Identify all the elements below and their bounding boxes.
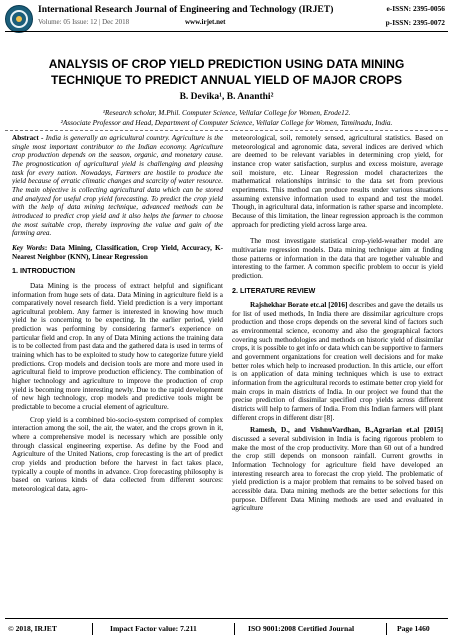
intro-paragraph-2: Crop yield is a combined bio-socio-system comprised of complex interaction among the soil, the air, the water, and the crops grown in it, where a comprehensive model is necessary which are possible only through classical engineering expertise. As define by the Food and Agriculture of the United Nations, crop forecasting is the art of predict crop yields and production before the harvest in fact takes place, typically a couple of months in advance. Crop forecasting philosophy is based on various kinds of data collected from different sources: meteorological data, agro- — [12, 415, 223, 493]
footer-separator — [92, 623, 93, 635]
section-heading-introduction: 1. INTRODUCTION — [12, 266, 76, 276]
logo-dot — [16, 16, 22, 22]
title-divider — [5, 130, 448, 131]
journal-title: International Research Journal of Engineering and Technology (IRJET) — [38, 4, 334, 15]
footer-separator — [386, 623, 387, 635]
section-heading-literature-review: 2. LITERATURE REVIEW — [232, 285, 316, 295]
keywords — [12, 244, 223, 261]
abstract-label: Abstract - — [12, 134, 44, 142]
affiliation-2: ²Associate Professor and Head, Department of Computer Science, Vellalar College for Women, Tamilnadu, India. — [60, 118, 393, 127]
paper-title-line1: ANALYSIS OF CROP YIELD PREDICTION USING DATA MINING — [48, 57, 405, 71]
footer-page-number: Page 1460 — [397, 624, 430, 633]
header-rule — [5, 31, 448, 32]
paper-title-line2: TECHNIQUE TO PREDICT ANNUAL YIELD OF MAJOR CROPS — [51, 73, 402, 87]
journal-website: www.irjet.net — [185, 18, 226, 26]
footer-copyright: © 2018, IRJET — [8, 624, 57, 633]
footer-impact-factor: Impact Factor value: 7.211 — [110, 624, 197, 633]
keywords-label: Key Words — [12, 243, 45, 252]
continued-paragraph: meteorological, soil, remotely sensed, agricultural statistics. Based on meteorological and agronomic data, several indices are derived which are deemed to be relevant variables in determining crop yield, for instance crop water satisfaction, surplus and excess moisture, average soil moisture, etc. Linear Regression model characterizes the mathematical relationships intrinsic to the data set from previous experiments. This method can produce results under various situations assuming extensive information used to expand and test the model. Though, in agricultural data, information is rather sparse and incomplete. Because of this limitation, the linear regression approach is the common approach for predicting yield across large area. — [232, 134, 443, 229]
literature-paragraph-2 — [232, 426, 443, 513]
journal-header — [0, 0, 453, 40]
irjet-logo-icon — [5, 5, 33, 33]
literature-paragraph-1 — [232, 301, 443, 422]
paper-authors: B. Devika¹, B. Ananthi² — [179, 92, 274, 102]
intro-paragraph-1: Data Mining is the process of extract helpful and significant information from huge sets of data. Data Mining in agriculture field is a comparatively novel research field. Yield prediction is a very important agricultural problem. Any farmer is interested in knowing how much yield he is concerning to be expecting. In the earlier period, yield prediction was performing by considering farmer's experience on particular field and crop. In any of Data Mining actions the training data is to be collected from past data and the gathered data is used in terms of training which has to be exploited to study how to categorize future yield predictions. Crop models and decision tools are more and more used in agricultural field to improve production efficiency. The combination of higher technology and agriculture to improve the production of crop yield is becoming more interesting newly. Due to the rapid development of new high technology, crop models and predictive tools might be predictable to become a crucial element of agriculture. — [12, 281, 223, 412]
right-column — [232, 134, 443, 610]
keywords-text: : Data Mining, Classification, Crop Yield, Accuracy, K-Nearest Neighbor (KNN), Linear Regression — [12, 243, 223, 261]
volume-line: Volume: 05 Issue: 12 | Dec 2018 — [38, 18, 130, 26]
lit1-author: Rajshekhar Borate etc.al [2016] — [250, 301, 348, 310]
footer-iso: ISO 9001:2008 Certified Journal — [248, 624, 355, 633]
e-issn: e-ISSN: 2395-0056 — [386, 4, 445, 13]
abstract — [12, 134, 223, 238]
lit2-text: discussed a several subdivision in India is facing rigorous problem to make the most of the crop productivity. More than 60 out of a hundred the crop still depends on monsoon rainfall. Current growths in Information Technology for agriculture field have developed an interesting research area to forecast the crop yield. The problematic of yield prediction is a major problem that remains to be solved based on accessible data. Data mining methods are the better selections for this purpose. Different Data Mining methods are used and evaluated in agriculture — [232, 435, 443, 513]
abstract-text: India is generally an agricultural country. Agriculture is the single most important contributor to the Indian economy. Agriculture crop production depends on the season, organic, and monetary cause. The prognostication of agricultural yield is challenging and pleasing task for every nation. Nowadays, Farmers are hostile to produce the yield because of erratic climatic changes and scarcity of water resource. The main objective is collecting agricultural data which can be stored and analyzed for useful crop yield forecasting. To predict the crop yield with the help of data mining technique, advanced methods can be introduced to predict crop yield and it also helps the farmer to choose the most suitable crop, thereby improving the value and gain of the farming area. — [12, 134, 223, 238]
lit2-author: Ramesh, D., and VishnuVardhan, B.,Agrarian et.al [2015] — [250, 426, 443, 435]
p-issn: p-ISSN: 2395-0072 — [385, 18, 445, 27]
page-footer — [0, 620, 453, 640]
left-column — [12, 134, 223, 610]
footer-rule — [5, 618, 448, 619]
affiliation-1: ¹Research scholar, M.Phil. Computer Science, Vellalar College for Women, Erode12. — [102, 108, 351, 117]
lit1-text: describes and gave the details us for list of used methods, In India there are dissimilar agriculture crops production and those crops depends on the several kind of factors such as environmental science, economy and also the geographical factors covering such methodologies and methods on historic yield of dissimilar crops, it is possible to get info or data which can be supportive to farmers and government organizations for creation well decisions and for make better roles which help to increased production. In this article, our effort is on application of data mining techniques which is use to extract information from the agricultural records to estimate better crop yield for main crops in main districts of India. In our project we found that the precise prediction of dissimilar specified crop yields across different districts will help to farmers of India. From this Indian farmers will plant different crops in different distr [8]. — [232, 301, 443, 422]
regression-paragraph: The most investigate statistical crop-yield-weather model are multivariate regression models. Data mining technique aim at finding those patterns or information in the data that are together valuable and interesting to the farmer. A common specific problem to occur is yield prediction. — [232, 237, 443, 280]
footer-separator — [234, 623, 235, 635]
